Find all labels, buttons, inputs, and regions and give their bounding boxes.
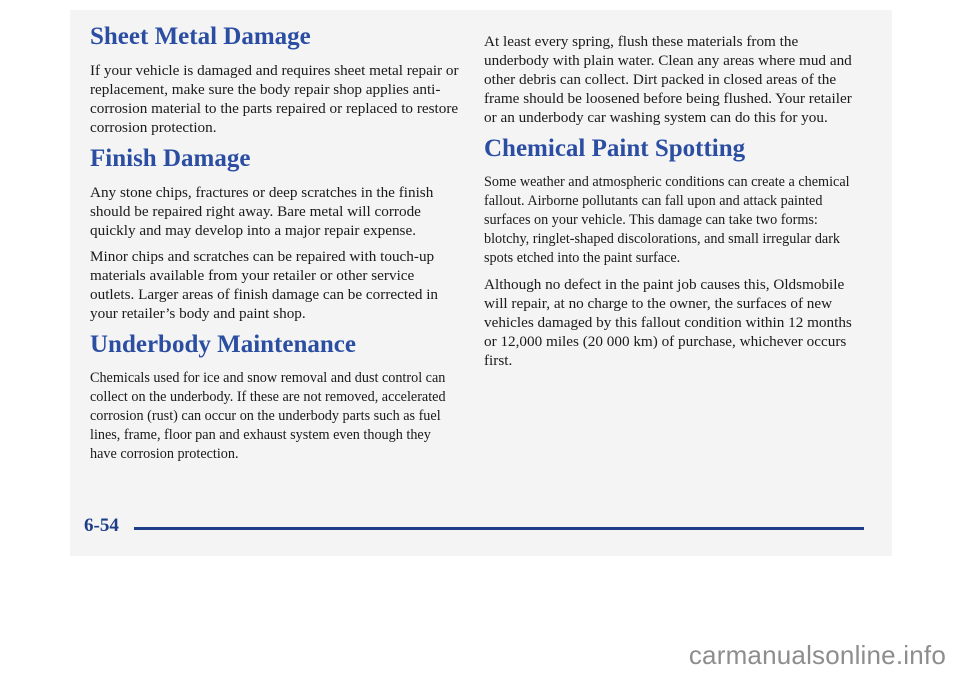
heading-sheet-metal-damage: Sheet Metal Damage xyxy=(90,23,311,50)
paragraph-sheet-metal: If your vehicle is damaged and requires sheet metal repair or replacement, make sure the body repair shop applies anti-corrosion material to the parts repaired or replaced to restore corrosion protection. xyxy=(90,62,459,136)
paragraph-chemical-1: Some weather and atmospheric conditions can create a chemical fallout. Airborne pollutants can fall upon and attack painted surfaces on your vehicle. This damage can take two forms: blotchy, ringlet-shaped discolorations, and small irregular dark spots etched into the paint surface. xyxy=(484,174,850,266)
manual-page xyxy=(70,10,892,556)
heading-underbody-maintenance: Underbody Maintenance xyxy=(90,331,356,358)
paragraph-underbody-continued: At least every spring, flush these materials from the underbody with plain water. Clean any areas where mud and other debris can collect. Dirt packed in closed areas of the frame should be loosened before being flushed. Your retailer or an underbody car washing system can do this for you. xyxy=(484,33,852,126)
heading-chemical-paint-spotting: Chemical Paint Spotting xyxy=(484,135,746,162)
watermark: carmanualsonline.info xyxy=(688,640,946,670)
paragraph-chemical-2: Although no defect in the paint job causes this, Oldsmobile will repair, at no charge to the owner, the surfaces of new vehicles damaged by this fallout condition within 12 months or 12,000 miles (20 000 km) of purchase, whichever occurs first. xyxy=(484,276,852,369)
page-number: 6-54 xyxy=(84,515,119,536)
right-column xyxy=(484,32,864,377)
left-column xyxy=(90,22,460,471)
paragraph-finish-2: Minor chips and scratches can be repaired with touch-up materials available from your retailer or other service outlets. Larger areas of finish damage can be corrected in your retailer’s body and paint shop. xyxy=(90,248,439,322)
paragraph-finish-1: Any stone chips, fractures or deep scratches in the finish should be repaired right away. Bare metal will corrode quickly and may develop into a major repair expense. xyxy=(90,184,434,239)
heading-finish-damage: Finish Damage xyxy=(90,145,251,172)
paragraph-underbody: Chemicals used for ice and snow removal and dust control can collect on the underbody. If these are not removed, accelerated corrosion (rust) can occur on the underbody parts such as fuel lines, frame, floor pan and exhaust system even though they have corrosion protection. xyxy=(90,370,446,462)
footer-rule xyxy=(134,527,864,530)
